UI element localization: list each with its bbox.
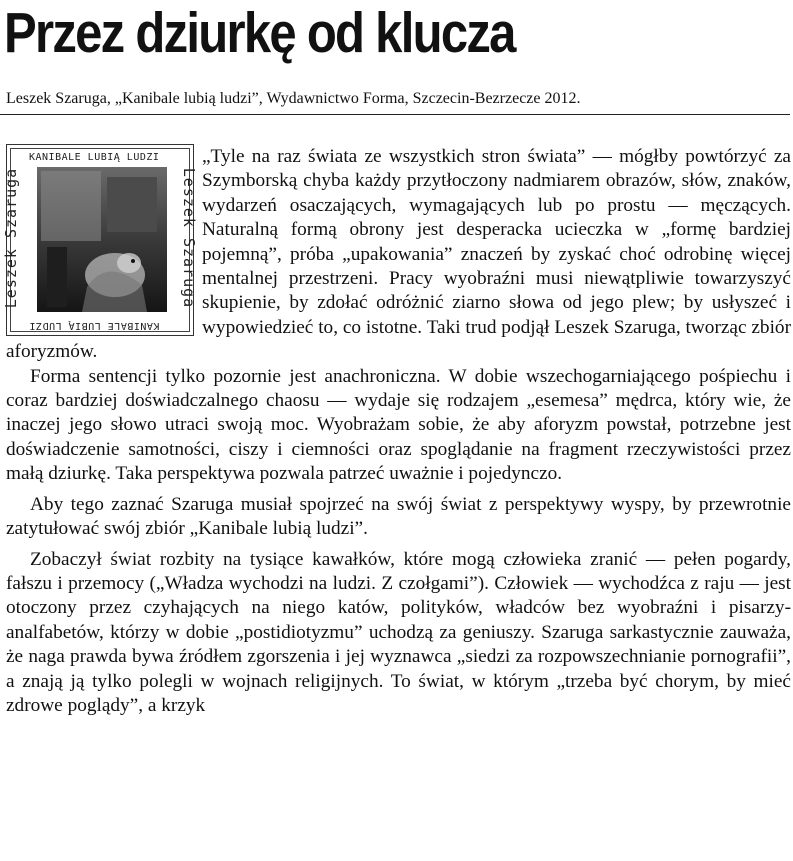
article-body: [6, 145, 791, 718]
paragraph-1: „Tyle na raz świata ze wszystkich stron świata” — mógłby powtórzyć za Szymborską chyba każdy przytłoczony nadmiarem obrazów, słów, znaków, wydarzeń osaczających, wymagających lub po prostu — męczących. Naturalną formą obrony jest desperacka ucieczka w „formę bardziej pojemną”, próba „upakowania” znaczeń by zyskać choć odrobinę więcej mentalnej przestrzeni. Pracy wyobraźni musi niewątpliwie towarzyszyć skupienie, by zdołać odróżnić ziarno słowa od jego plew; by usłyszeć i wypowiedzieć to, co istotne. Taki trud podjął Leszek Szaruga, tworząc zbiór aforyzmów.: [6, 146, 791, 363]
cover-right-author: Leszek Szaruga: [180, 167, 199, 309]
header-divider: [0, 114, 790, 115]
cover-top-title: KANIBALE LUBIĄ LUDZI: [29, 152, 160, 163]
article-title: Przez dziurkę od klucza: [4, 1, 515, 65]
cover-float-space: [6, 145, 202, 335]
paragraph-3: Aby tego zaznać Szaruga musiał spojrzeć na swój świat z perspektywy wyspy, by przewrotnie zatytułować swój zbiór „Kanibale lubią ludzi”.: [6, 493, 791, 540]
cover-left-author: Leszek Szaruga: [2, 167, 21, 309]
paragraph-4: Zobaczył świat rozbity na tysiące kawałków, które mogą człowieka zranić — pełen pogardy, fałszu i przemocy („Władza wychodzi na ludzi. Z czołgami”). Człowiek — wychodźca z raju — jest otoczony przez czyhających na niego katów, polityków, władców bez wyobraźni i pisarzy-analfabetów, którzy w dobie „postidiotyzmu” uchodzą za geniuszy. Szaruga sarkastycznie zauważa, że naga prawda bywa źródłem zgorszenia i jej wyznawca „siedzi za rozpowszechnianie pornografii”, a znają ją tylko polegli w wojnach religijnych. To świat, w którym „trzeba być chorym, by mieć zdrowe poglądy”, a krzyk: [6, 548, 791, 716]
bibliographic-note: Leszek Szaruga, „Kanibale lubią ludzi”, Wydawnictwo Forma, Szczecin-Bezrzecze 2012.: [6, 90, 581, 107]
paragraph-2: Forma sentencji tylko pozornie jest anachroniczna. W dobie wszechogarniającego pośpiechu i coraz bardziej doświadczalnego chaosu — wydaje się rodzajem „esemesa” mędrca, który wie, że inaczej jego słowo utraci swoją moc. Wyobrażam sobie, że aby aforyzm powstał, potrzebne jest doświadczenie samotności, ciszy i ciemności oraz spoglądanie na fragment rzeczywistości przez małą dziurkę. Taka perspektywa pozwala patrzeć uważnie i pojedynczo.: [6, 365, 791, 485]
cover-bottom-title: KANIBALE LUBIĄ LUDZI: [29, 320, 160, 331]
